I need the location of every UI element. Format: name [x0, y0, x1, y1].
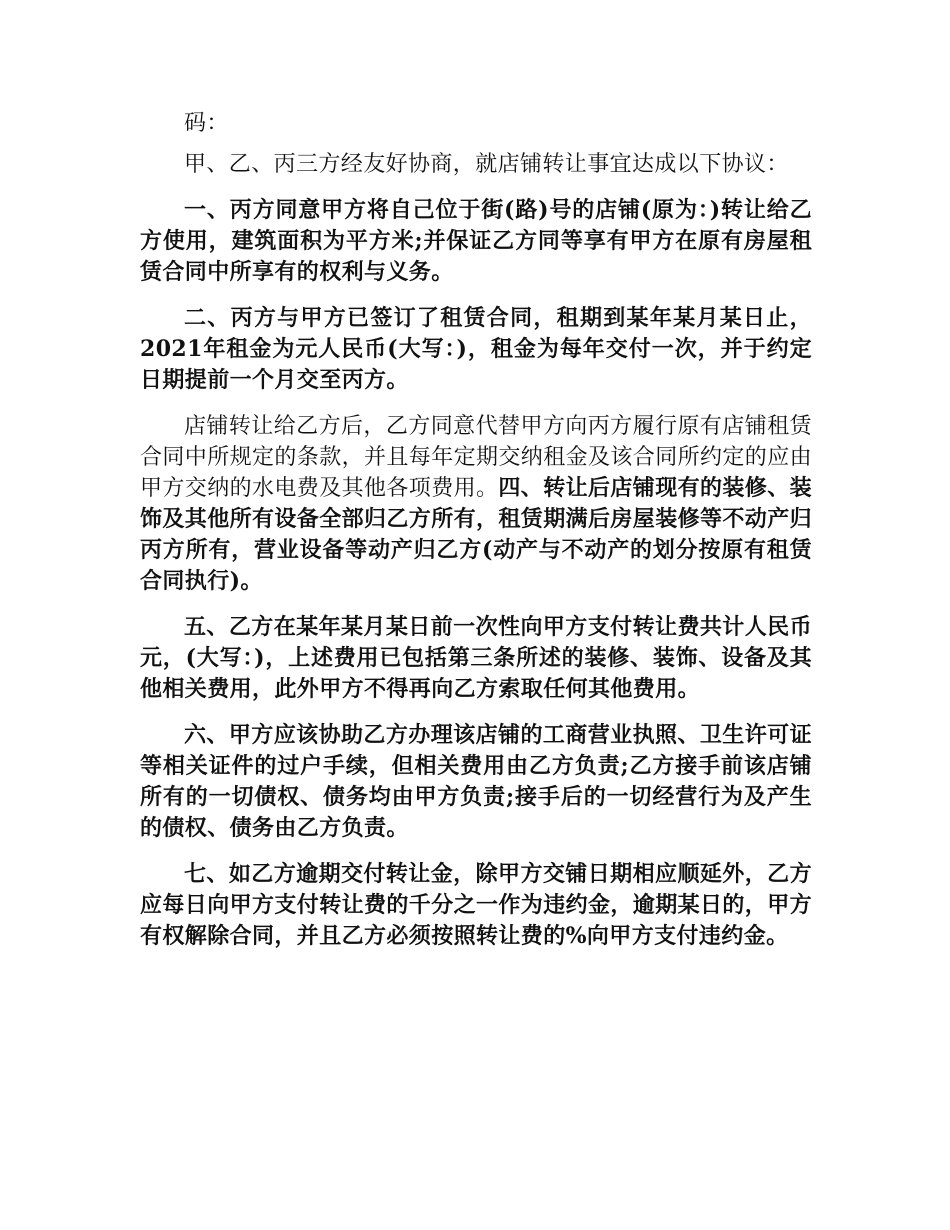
paragraph-intro: 甲、乙、丙三方经友好协商，就店铺转让事宜达成以下协议： [184, 152, 789, 177]
clause-3-text: 店铺转让给乙方后，乙方同意代替甲方向丙方履行原有店铺租赁合同中所规定的条款，并且每年定期交纳租金及该合同所约定的应由甲方交纳的水电费及其他各项费用。 [140, 414, 813, 501]
paragraph-code-label: 码： [184, 111, 229, 136]
clause-5: 五、乙方在某年某月某日前一次性向甲方支付转让费共计人民币元，(大写：)，上述费用已包括第三条所述的装修、装饰、设备及其他相关费用，此外甲方不得再向乙方索取任何其他费用。 [140, 614, 812, 702]
clause-6: 六、甲方应该协助乙方办理该店铺的工商营业执照、卫生许可证等相关证件的过户手续，但相关费用由乙方负责;乙方接手前该店铺所有的一切债权、债务均由甲方负责;接手后的一切经营行为及产生的债权、债务由乙方负责。 [140, 722, 812, 841]
clause-3-and-4 [140, 411, 812, 597]
clause-4-text: 四、转让后店铺现有的装修、装饰及其他所有设备全部归乙方所有，租赁期满后房屋装修等不动产归丙方所有，营业设备等动产归乙方(动产与不动产的划分按原有租赁合同执行)。 [140, 475, 813, 594]
document-page [140, 108, 812, 967]
clause-7: 七、如乙方逾期交付转让金，除甲方交铺日期相应顺延外，乙方应每日向甲方支付转让费的千分之一作为违约金，逾期某日的，甲方有权解除合同，并且乙方必须按照转让费的%向甲方支付违约金。 [140, 861, 813, 949]
clause-2: 二、丙方与甲方已签订了租赁合同，租期到某年某月某日止，2021年租金为元人民币(大写：)，租金为每年交付一次，并于约定日期提前一个月交至丙方。 [140, 305, 812, 393]
clause-1: 一、丙方同意甲方将自己位于街(路)号的店铺(原为：)转让给乙方使用，建筑面积为平方米;并保证乙方同等享有甲方在原有房屋租赁合同中所享有的权利与义务。 [140, 197, 812, 285]
